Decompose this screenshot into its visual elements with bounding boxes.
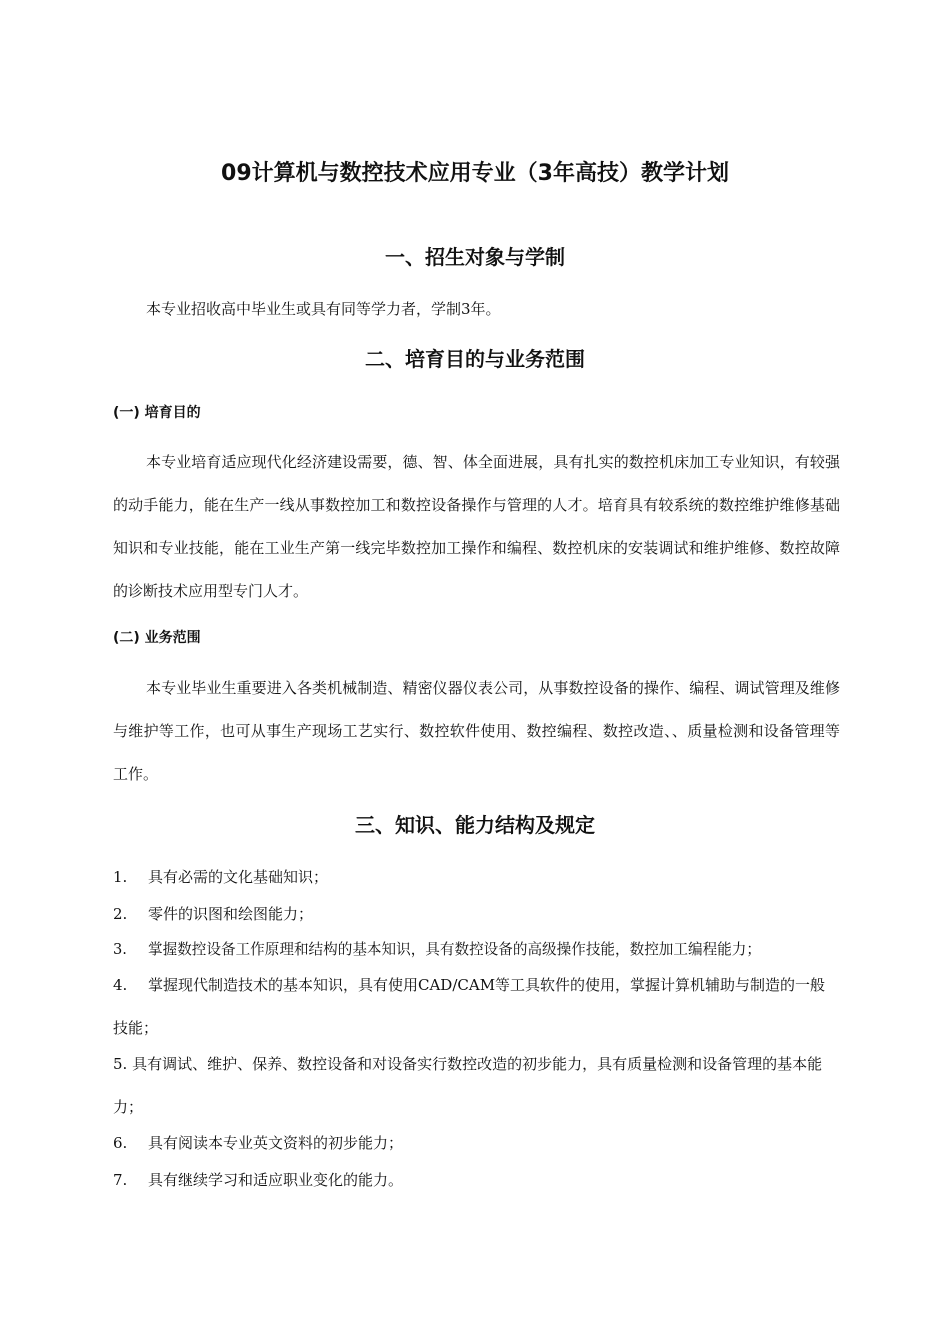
section-heading-goals: 二、培育目的与业务范围 (365, 347, 585, 371)
subsection-heading-business-scope: (二) 业务范围 (113, 630, 201, 646)
list-item-text: 具有阅读本专业英文资料的初步能力； (148, 1134, 404, 1152)
list-item (113, 964, 840, 1050)
list-item-text: 具有调试、维护、保养、数控设备和对设备实行数控改造的初步能力，具有质量检测和设备管理的基本能力； (113, 1055, 823, 1116)
subsection-body-training-goal: 本专业培育适应现代化经济建设需要，德、智、体全面进展，具有扎实的数控机床加工专业知识，有较强的动手能力，能在生产一线从事数控加工和数控设备操作与管理的人才。培育具有较系统的数控维护维修基础知识和专业技能，能在工业生产第一线完毕数控加工操作和编程、数控机床的安装调试和维护维修、数控故障的诊断技术应用型专门人才。 (113, 453, 840, 600)
list-item-number: 1. (113, 868, 128, 886)
list-item-text: 零件的识图和绘图能力； (148, 905, 314, 923)
subsection-body-business-scope: 本专业毕业生重要进入各类机械制造、精密仪器仪表公司，从事数控设备的操作、编程、调试管理及维修与维护等工作，也可从事生产现场工艺实行、数控软件使用、数控编程、数控改造、、质量检测和设备管理等工作。 (113, 679, 840, 783)
list-item (113, 903, 840, 925)
list-item-number: 7. (113, 1171, 128, 1189)
list-item (113, 939, 853, 961)
subsection-heading-training-goal: (一) 培育目的 (113, 405, 201, 421)
list-item-number: 3. (113, 941, 127, 958)
section-heading-enrollment: 一、招生对象与学制 (385, 245, 565, 269)
section-heading-knowledge: 三、知识、能力结构及规定 (355, 813, 595, 837)
section-body-enrollment: 本专业招收高中毕业生或具有同等学力者，学制3年。 (146, 300, 501, 318)
list-item (113, 1169, 840, 1191)
list-item (113, 1043, 840, 1129)
list-item (113, 866, 840, 888)
list-item-text: 具有继续学习和适应职业变化的能力。 (148, 1171, 404, 1189)
list-item-number: 4. (113, 976, 128, 994)
list-item-text: 掌握现代制造技术的基本知识，具有使用CAD/CAM等工具软件的使用，掌握计算机辅助与制造的一般技能； (113, 976, 826, 1037)
list-item-number: 6. (113, 1134, 128, 1152)
list-item (113, 1132, 840, 1154)
document-title: 09计算机与数控技术应用专业（3年高技）教学计划 (221, 161, 729, 186)
list-item-text: 掌握数控设备工作原理和结构的基本知识，具有数控设备的高级操作技能，数控加工编程能力； (148, 941, 761, 958)
list-item-number: 5. (113, 1055, 128, 1073)
list-item-text: 具有必需的文化基础知识； (148, 868, 329, 886)
list-item-number: 2. (113, 905, 128, 923)
